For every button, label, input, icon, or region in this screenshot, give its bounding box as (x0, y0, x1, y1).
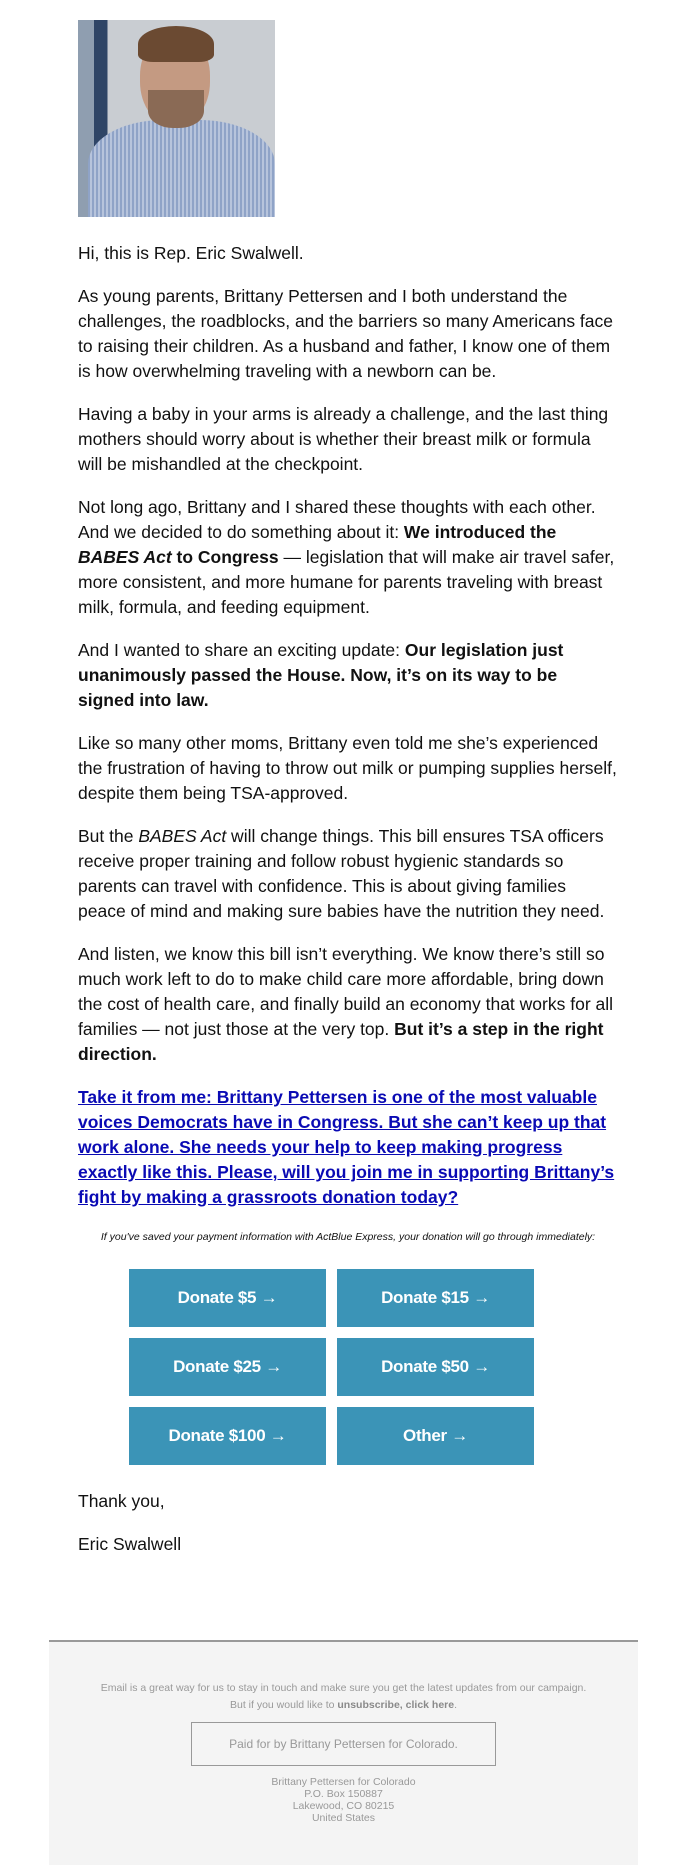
text: But the (78, 826, 139, 846)
footer-text (49, 1680, 638, 1714)
text: . (454, 1699, 458, 1711)
donate-5-button[interactable]: Donate $5 → (129, 1269, 326, 1327)
paragraph (78, 638, 618, 713)
paragraph (78, 942, 618, 1067)
portrait-photo (78, 20, 275, 217)
donate-link[interactable]: Take it from me: Brittany Pettersen is one of the most valuable voices Democrats have in Congress. But she can’t keep up that work alone. She needs your help to keep making progress exactly like this. Please, will you join me in supporting Brittany’s fight by making a grassroots donation today? (78, 1087, 615, 1207)
text: We introduced the (403, 522, 557, 542)
address-line: Brittany Pettersen for Colorado (271, 1776, 416, 1788)
paragraph: As young parents, Brittany Pettersen and I both understand the challenges, the roadblocks, and the barriers so many Americans face to raising their children. As a husband and father, I know one of them is how overwhelming traveling with a newborn can be. (78, 286, 614, 381)
paragraph (78, 495, 618, 620)
text: will change things. This bill ensures TSA officers receive proper training and follow robust hygienic standards so parents can travel with confidence. This is about giving families peace of mind and making sure babies have the nutrition they need. (78, 826, 605, 921)
donate-15-button[interactable]: Donate $15 → (337, 1269, 534, 1327)
paragraph (78, 824, 618, 924)
paid-for-box: Paid for by Brittany Pettersen for Colorado. (191, 1722, 496, 1766)
text: And listen, we know this bill isn’t everything. We know there’s still so much work left to do to make child care more affordable, bring down the cost of health care, and finally build an economy that works for all families — not just those at the very top. (78, 944, 614, 1039)
donate-100-button[interactable]: Donate $100 → (129, 1407, 326, 1465)
text: BABES Act (138, 826, 227, 846)
footer-line (49, 1697, 638, 1714)
paragraph: Having a baby in your arms is already a challenge, and the last thing mothers should worry about is whether their breast milk or formula will be mishandled at the checkpoint. (78, 404, 609, 474)
text: And I wanted to share an exciting update: (78, 640, 405, 660)
text: But if you would like to (229, 1699, 338, 1711)
donate-25-button[interactable]: Donate $25 → (129, 1338, 326, 1396)
text: But it’s a step in the right direction. (78, 1019, 604, 1064)
unsubscribe-link[interactable]: unsubscribe, click here (337, 1699, 455, 1711)
actblue-note: If you've saved your payment information with ActBlue Express, your donation will go through immediately: (100, 1231, 596, 1243)
text: to Congress (171, 547, 279, 567)
signature: Eric Swalwell (78, 1534, 182, 1554)
donation-buttons (129, 1269, 618, 1465)
paragraph: Like so many other moms, Brittany even told me she’s experienced the frustration of having to throw out milk or pumping supplies herself, despite them being TSA-approved. (78, 733, 617, 803)
footer-line: Email is a great way for us to stay in touch and make sure you get the latest updates from our campaign. (100, 1682, 587, 1694)
mailing-address (49, 1776, 638, 1824)
donate-other-button[interactable]: Other → (337, 1407, 534, 1465)
email-body (78, 20, 618, 1575)
address-line: United States (311, 1812, 376, 1824)
closing: Thank you, (78, 1491, 165, 1511)
greeting: Hi, this is Rep. Eric Swalwell. (78, 243, 304, 263)
address-line: Lakewood, CO 80215 (292, 1800, 395, 1812)
text: — legislation that will make air travel safer, more consistent, and more humane for parents traveling with breast milk, formula, and feeding equipment. (78, 547, 615, 617)
cta-paragraph (78, 1085, 618, 1210)
text: Our legislation just unanimously passed the House. Now, it’s on its way to be signed into law. (78, 640, 564, 710)
text: Not long ago, Brittany and I shared these thoughts with each other. And we decided to do something about it: (78, 497, 596, 542)
address-line: P.O. Box 150887 (304, 1788, 383, 1800)
footer (49, 1640, 638, 1865)
donate-50-button[interactable]: Donate $50 → (337, 1338, 534, 1396)
text: BABES Act (78, 547, 172, 567)
